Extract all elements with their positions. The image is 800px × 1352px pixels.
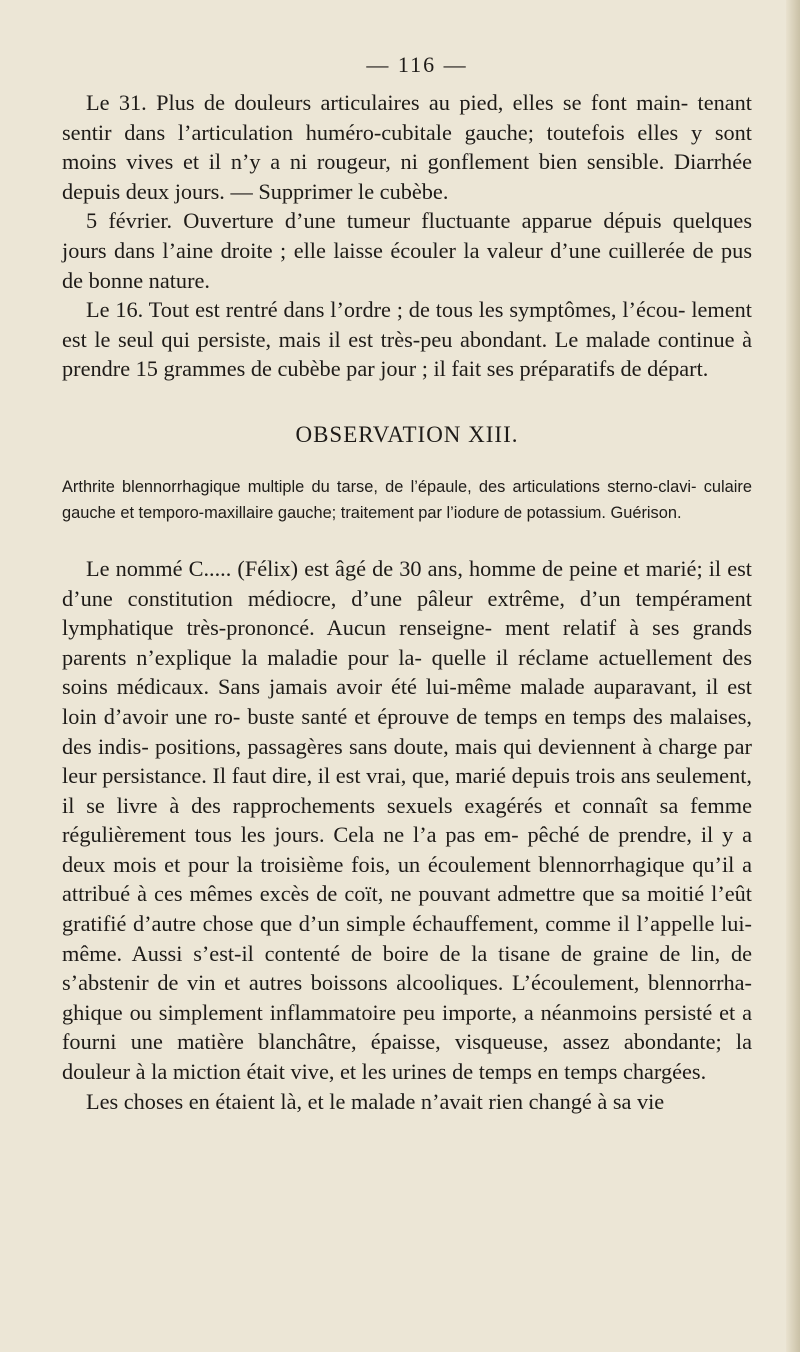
paragraph-day-16: Le 16. Tout est rentré dans l’ordre ; de tous les symptômes, l’écou- lement est le seul qui persiste, mais il est très-peu abondant. Le malade continue à prendre 15 grammes de cubèbe par jour ; il fait ses préparatifs de départ.	[62, 297, 752, 382]
page-edge-shadow	[786, 0, 800, 1352]
observation-summary: Arthrite blennorrhagique multiple du tarse, de l’épaule, des articulations sterno-clavi- culaire gauche et temporo-maxillaire gauche; traitement par l’iodure de potassium. Guérison.	[62, 477, 752, 522]
paragraph-continuation: Les choses en étaient là, et le malade n’avait rien changé à sa vie	[86, 1088, 665, 1114]
page-number: — 116 —	[366, 52, 468, 77]
observation-title: OBSERVATION XIII.	[295, 421, 519, 447]
paragraph-5-fevrier: 5 février. Ouverture d’une tumeur fluctuante apparue dépuis quelques jours dans l’aine droite ; elle laisse écouler la valeur d’une cuillerée de pus de bonne nature.	[62, 208, 752, 293]
paragraph-patient-history: Le nommé C..... (Félix) est âgé de 30 ans, homme de peine et marié; il est d’une constitution médiocre, d’une pâleur extrême, d’un tempérament lymphatique très-prononcé. Aucun renseigne- ment relatif à ses grands parents n’explique la maladie pour la- quelle il réclame actuellement des soins médicaux. Sans jamais avoir été lui-même malade auparavant, il est loin d’avoir une ro- buste santé et éprouve de temps en temps des malaises, des indis- positions, passagères sans doute, mais qui deviennent à charge par leur persistance. Il faut dire, il est vrai, que, marié depuis trois ans seulement, il se livre à des rapprochements sexuels exagérés et connaît sa femme régulièrement tous les jours. Cela ne l’a pas em- pêché de prendre, il y a deux mois et pour la troisième fois, un écoulement blennorrhagique qu’il a attribué à ces mêmes excès de coït, ne pouvant admettre que sa moitié l’eût gratifié d’autre chose que d’un simple échauffement, comme il l’appelle lui-même. Aussi s’est-il contenté de boire de la tisane de graine de lin, de s’abstenir de vin et autres boissons alcooliques. L’écoulement, blennorrha- ghique ou simplement inflammatoire peu importe, a néanmoins persisté et a fourni une matière blanchâtre, épaisse, visqueuse, assez abondante; la douleur à la miction était vive, et les urines de temps en temps chargées.	[62, 555, 752, 1085]
book-page	[62, 52, 752, 1116]
paragraph-day-31: Le 31. Plus de douleurs articulaires au pied, elles se font main- tenant sentir dans l’articulation huméro-cubitale gauche; toutefois elles y sont moins vives et il n’y a ni rougeur, ni gonflement bien sensible. Diarrhée depuis deux jours. — Supprimer le cubèbe.	[62, 90, 752, 204]
